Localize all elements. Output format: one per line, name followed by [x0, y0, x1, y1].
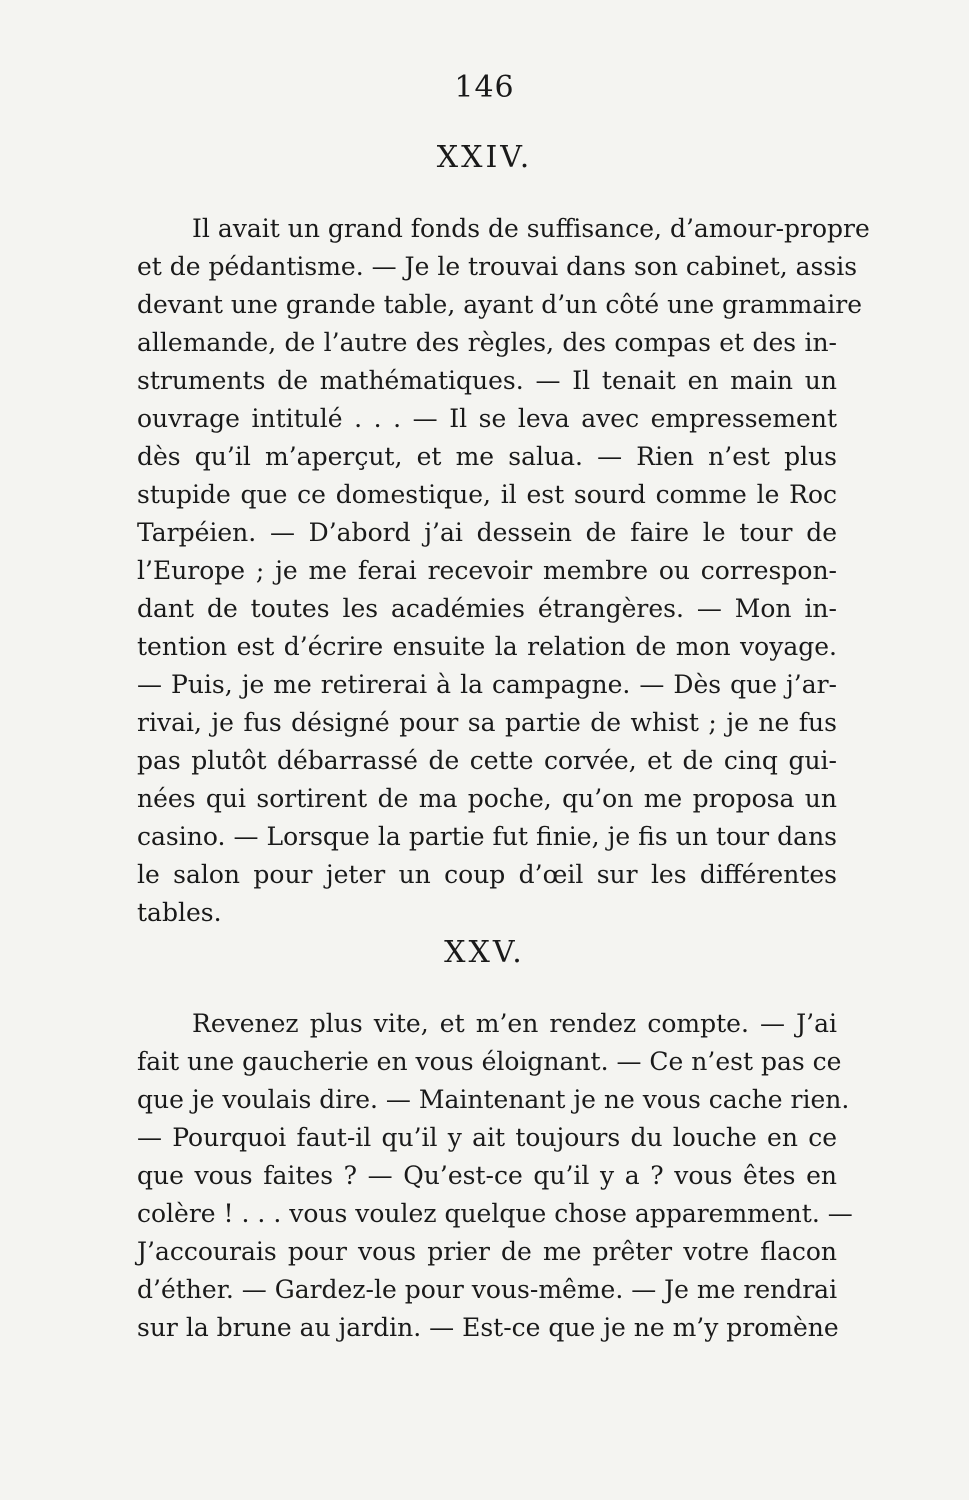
text-line: Revenez plus vite, et m’en rendez compte. — J’ai: [192, 1009, 837, 1038]
section-title-xxiv: XXIV.: [436, 140, 533, 175]
text-line: J’accourais pour vous prier de me prêter votre flacon: [137, 1237, 837, 1266]
text-line: que je voulais dire. — Maintenant je ne vous cache rien.: [137, 1085, 850, 1114]
text-line: colère ! . . . vous voulez quelque chose apparemment. —: [137, 1199, 853, 1228]
text-line: Il avait un grand fonds de suffisance, d’amour-propre: [192, 214, 870, 243]
text-line: allemande, de l’autre des règles, des compas et des in-: [137, 328, 837, 357]
page-number: 146: [454, 70, 515, 105]
section-title-xxv: XXV.: [444, 935, 525, 970]
text-line: tables.: [137, 898, 222, 927]
text-line: sur la brune au jardin. — Est-ce que je ne m’y promène: [137, 1313, 839, 1342]
text-line: dès qu’il m’aperçut, et me salua. — Rien n’est plus: [137, 442, 837, 471]
text-line: devant une grande table, ayant d’un côté une grammaire: [137, 290, 863, 319]
text-line: d’éther. — Gardez-le pour vous-même. — Je me rendrai: [137, 1275, 838, 1304]
text-line: — Pourquoi faut-il qu’il y ait toujours du louche en ce: [137, 1123, 837, 1152]
text-line: l’Europe ; je me ferai recevoir membre ou correspon-: [137, 556, 837, 585]
text-line: pas plutôt débarrassé de cette corvée, et de cinq gui-: [137, 746, 837, 775]
text-line: stupide que ce domestique, il est sourd comme le Roc: [137, 480, 837, 509]
text-line: Tarpéien. — D’abord j’ai dessein de faire le tour de: [137, 518, 837, 547]
text-line: fait une gaucherie en vous éloignant. — Ce n’est pas ce: [137, 1047, 842, 1076]
text-line: tention est d’écrire ensuite la relation de mon voyage.: [137, 632, 837, 661]
text-line: struments de mathématiques. — Il tenait en main un: [137, 366, 837, 395]
paragraph-xxv: [137, 1005, 853, 1347]
paragraph-xxiv: [137, 210, 870, 932]
text-line: — Puis, je me retirerai à la campagne. — Dès que j’ar-: [137, 670, 837, 699]
text-line: que vous faites ? — Qu’est-ce qu’il y a ? vous êtes en: [137, 1161, 837, 1190]
text-line: et de pédantisme. — Je le trouvai dans son cabinet, assis: [137, 252, 858, 281]
text-line: le salon pour jeter un coup d’œil sur les différentes: [137, 860, 837, 889]
text-line: rivai, je fus désigné pour sa partie de whist ; je ne fus: [137, 708, 837, 737]
text-line: ouvrage intitulé . . . — Il se leva avec empressement: [137, 404, 837, 433]
text-line: nées qui sortirent de ma poche, qu’on me proposa un: [137, 784, 837, 813]
text-line: casino. — Lorsque la partie fut finie, je fis un tour dans: [137, 822, 837, 851]
text-line: dant de toutes les académies étrangères. — Mon in-: [137, 594, 837, 623]
